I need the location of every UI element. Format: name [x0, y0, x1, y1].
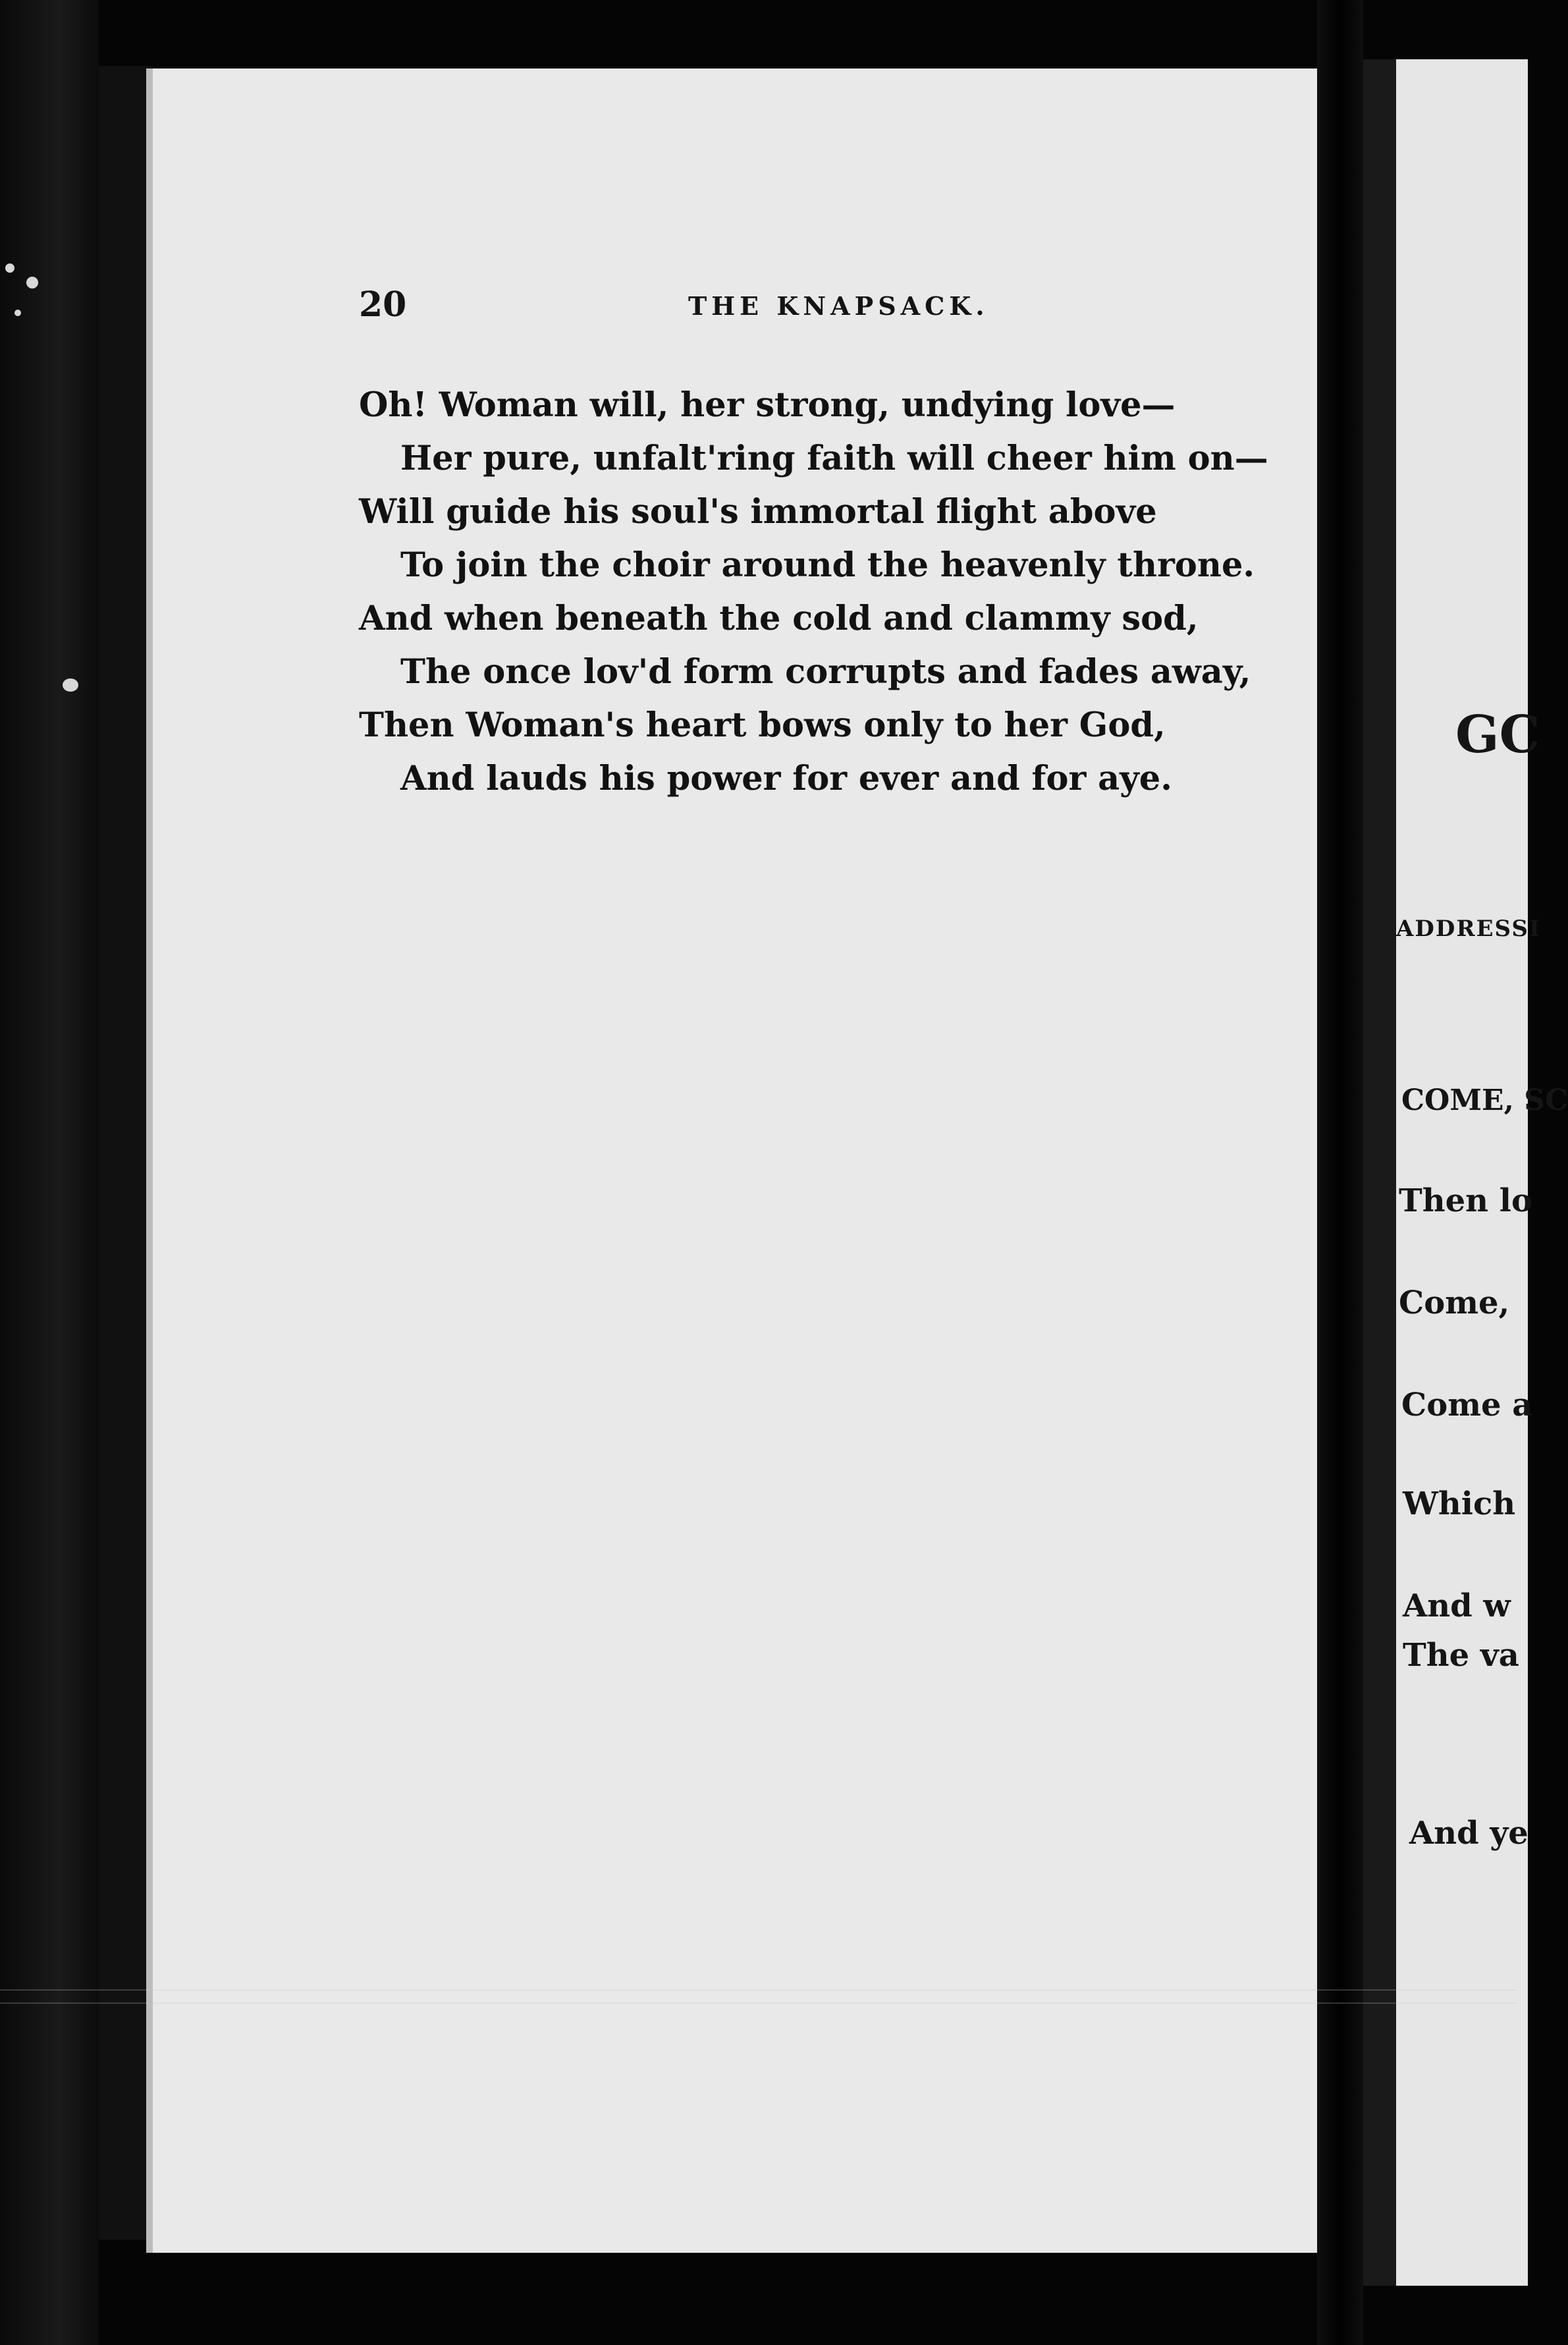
poem-line: The once lov'd form corrupts and fades away,: [400, 652, 1251, 692]
dust-speck: [5, 263, 14, 273]
facing-page-line: And w: [1403, 1587, 1511, 1624]
facing-page-line: Which: [1403, 1485, 1516, 1522]
facing-page: [1396, 59, 1568, 2286]
poem-line: Oh! Woman will, her strong, undying love—: [359, 385, 1176, 425]
poem-stanza: [359, 379, 1281, 806]
scan-artifact-line: [0, 2002, 1517, 2004]
facing-page-line: Then lo: [1399, 1182, 1533, 1219]
facing-page-line: Come,: [1399, 1284, 1510, 1321]
page-spine-shadow: [99, 66, 151, 2240]
poem-line: Will guide his soul's immortal flight above: [359, 492, 1157, 532]
page-number: 20: [359, 285, 407, 325]
running-head-title: THE KNAPSACK.: [688, 291, 989, 321]
dust-speck: [14, 310, 21, 316]
facing-page-line: The va: [1403, 1637, 1519, 1674]
poem-line: And when beneath the cold and clammy sod,: [359, 599, 1199, 638]
facing-page-line: COME, SC: [1401, 1084, 1568, 1117]
running-head: [359, 285, 1241, 331]
poem-line: Her pure, unfalt'ring faith will cheer him on—: [400, 439, 1268, 478]
facing-page-subtitle: ADDRESSI: [1396, 916, 1541, 942]
facing-page-title: GC: [1455, 705, 1540, 765]
poem-line: Then Woman's heart bows only to her God,: [359, 705, 1166, 745]
left-scan-border: [0, 0, 99, 2345]
dust-speck: [63, 678, 78, 692]
poem-line: To join the choir around the heavenly throne.: [400, 545, 1255, 585]
facing-page-line: Come a: [1401, 1387, 1533, 1423]
facing-page-line: And ye: [1409, 1815, 1528, 1852]
dust-speck: [26, 277, 38, 289]
book-gutter: [1317, 0, 1363, 2345]
poem-line: And lauds his power for ever and for aye.: [400, 759, 1173, 798]
scan-artifact-line: [0, 1989, 1517, 1991]
